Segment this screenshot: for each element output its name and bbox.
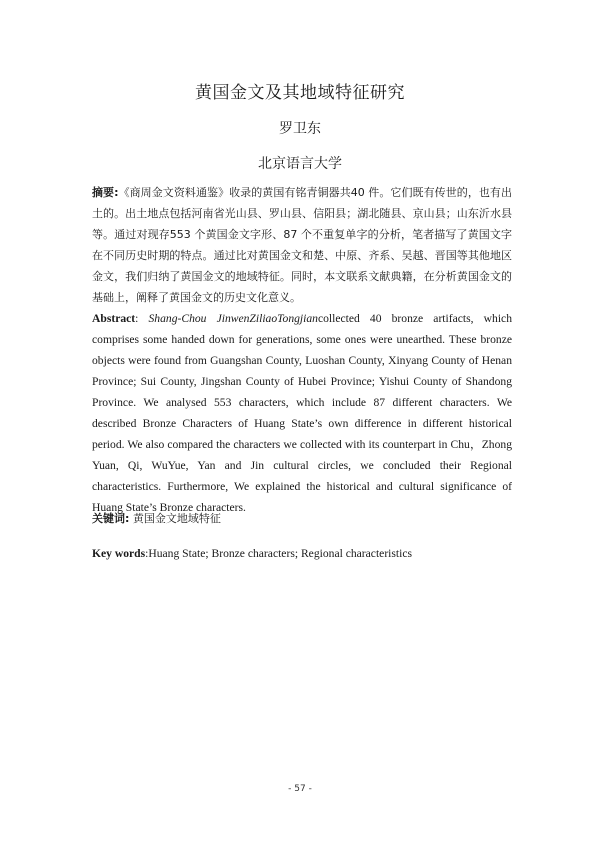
english-abstract — [92, 308, 512, 518]
chinese-abstract-text: 《商周金文资料通鉴》收录的黄国有铭青铜器共40 件。它们既有传世的，也有出土的。出土地点包括河南省光山县、罗山县、信阳县；湖北随县、京山县；山东沂水县等。通过对现存553 个黄国金文字形、87 个不重复单字的分析，笔者描写了黄国文字在不同历史时期的特点。通过比对黄国金文和楚、中原、齐系、吴越、晋国等其他地区金文，我们归纳了黄国金文的地域特征。同时，本文联系文献典籍，在分析黄国金文的基础上，阐释了黄国金文的历史文化意义。 — [92, 186, 512, 304]
english-abstract-label: Abstract — [92, 312, 136, 325]
page-number: - 57 - — [288, 784, 312, 794]
chinese-abstract-label: 摘要: — [92, 186, 119, 199]
author-name: 罗卫东 — [279, 121, 321, 137]
english-abstract-book-title: Shang-Chou JinwenZiliaoTongjian — [148, 312, 318, 325]
english-abstract-text: collected 40 bronze artifacts, which comprises some handed down for generations, some ones were unearthed. These bronze objects were found from Guangshan County, Luoshan County, Xinyang County of Henan Province; Sui County, Jingshan County of Hubei Province; Yishui County of Shandong Province. We analysed 553 characters, which include 87 different characters. We described Bronze Characters of Huang State’s own difference in different historical period. We also compared the characters we collected with its counterpart in Chu，Zhong Yuan, Qi, WuYue, Yan and Jin cultural circles, we concluded their Regional characteristics. Furthermore, We explained the historical and cultural significance of Huang State’s Bronze characters. — [92, 312, 512, 514]
english-abstract-colon: : — [135, 312, 149, 325]
chinese-keywords-text: 黄国金文地域特征 — [129, 512, 221, 525]
chinese-keywords-label: 关键词: — [92, 512, 130, 525]
author-affiliation: 北京语言大学 — [258, 156, 342, 172]
paper-title: 黄国金文及其地域特征研究 — [195, 83, 405, 103]
chinese-keywords — [92, 508, 512, 529]
english-keywords — [92, 543, 512, 564]
chinese-abstract — [92, 182, 512, 308]
english-keywords-text: :Huang State; Bronze characters; Regional characteristics — [145, 547, 413, 560]
english-keywords-label: Key words — [92, 547, 146, 560]
